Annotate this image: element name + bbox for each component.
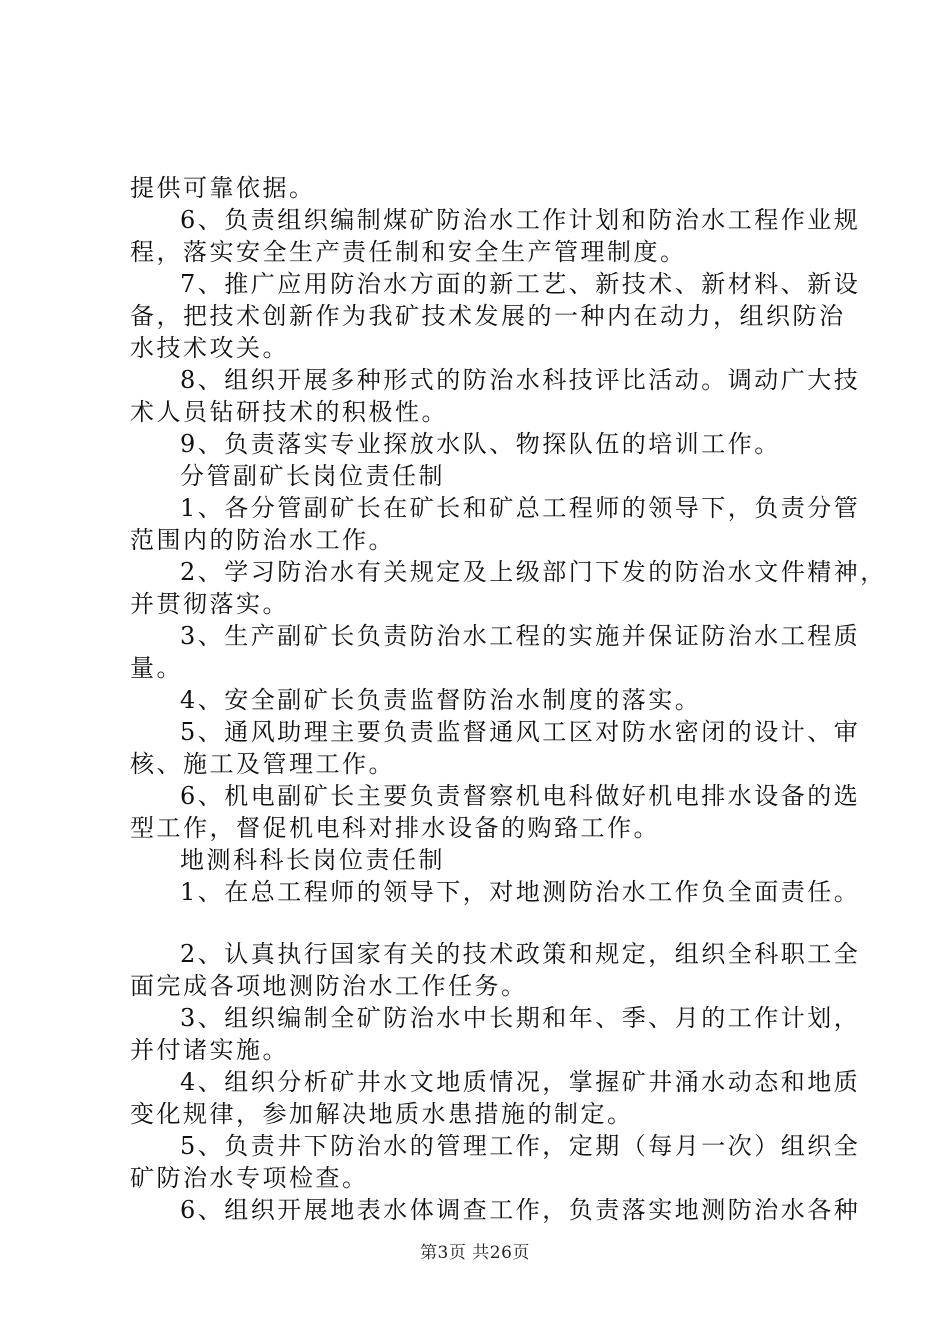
text-line: 3、组织编制全矿防治水中长期和年、季、月的工作计划，: [180, 1004, 861, 1032]
text-line: 面完成各项地测防治水工作任务。: [130, 972, 528, 1000]
text-line: 型工作，督促机电科对排水设备的购臵工作。: [130, 814, 660, 842]
page-footer: 第3页 共26页: [420, 1243, 530, 1263]
text-line: 地测科科长岗位责任制: [180, 846, 445, 874]
text-line: 8、组织开展多种形式的防治水科技评比活动。调动广大技: [180, 366, 861, 394]
text-line: 5、通风助理主要负责监督通风工区对防水密闭的设计、审: [180, 718, 861, 746]
text-line: 核、施工及管理工作。: [130, 750, 395, 778]
text-line: 提供可靠依据。: [130, 174, 316, 202]
text-line: 程，落实安全生产责任制和安全生产管理制度。: [130, 238, 687, 266]
text-line: 4、组织分析矿井水文地质情况，掌握矿井涌水动态和地质: [180, 1068, 861, 1096]
text-line: 1、各分管副矿长在矿长和矿总工程师的领导下，负责分管: [180, 494, 861, 522]
text-line: 分管副矿长岗位责任制: [180, 462, 445, 490]
text-line: 5、负责井下防治水的管理工作，定期（每月一次）组织全: [180, 1132, 861, 1160]
text-line: 量。: [130, 654, 183, 682]
text-line: 2、认真执行国家有关的技术政策和规定，组织全科职工全: [180, 940, 861, 968]
text-line: 6、机电副矿长主要负责督察机电科做好机电排水设备的选: [180, 782, 861, 810]
text-line: 9、负责落实专业探放水队、物探队伍的培训工作。: [180, 430, 781, 458]
document-body: [130, 172, 887, 1226]
text-line: 并付诸实施。: [130, 1036, 289, 1064]
text-line: 范围内的防治水工作。: [130, 526, 395, 554]
text-line: 水技术攻关。: [130, 334, 289, 362]
text-line: 术人员钻研技术的积极性。: [130, 398, 448, 426]
text-line: 并贯彻落实。: [130, 590, 289, 618]
text-line: 变化规律，参加解决地质水患措施的制定。: [130, 1100, 634, 1128]
text-line: 1、在总工程师的领导下，对地测防治水工作负全面责任。: [180, 878, 861, 906]
text-line: 3、生产副矿长负责防治水工程的实施并保证防治水工程质: [180, 622, 861, 650]
text-line: 7、推广应用防治水方面的新工艺、新技术、新材料、新设: [180, 270, 861, 298]
text-line: 备，把技术创新作为我矿技术发展的一种内在动力，组织防治: [130, 302, 846, 330]
text-line: 4、安全副矿长负责监督防治水制度的落实。: [180, 686, 702, 714]
text-line: 6、组织开展地表水体调查工作，负责落实地测防治水各种: [180, 1196, 861, 1224]
text-line: 矿防治水专项检查。: [130, 1164, 369, 1192]
blank-line: [130, 908, 830, 938]
text-line: 6、负责组织编制煤矿防治水工作计划和防治水工程作业规: [180, 206, 861, 234]
text-line: 2、学习防治水有关规定及上级部门下发的防治水文件精神，: [180, 558, 887, 586]
